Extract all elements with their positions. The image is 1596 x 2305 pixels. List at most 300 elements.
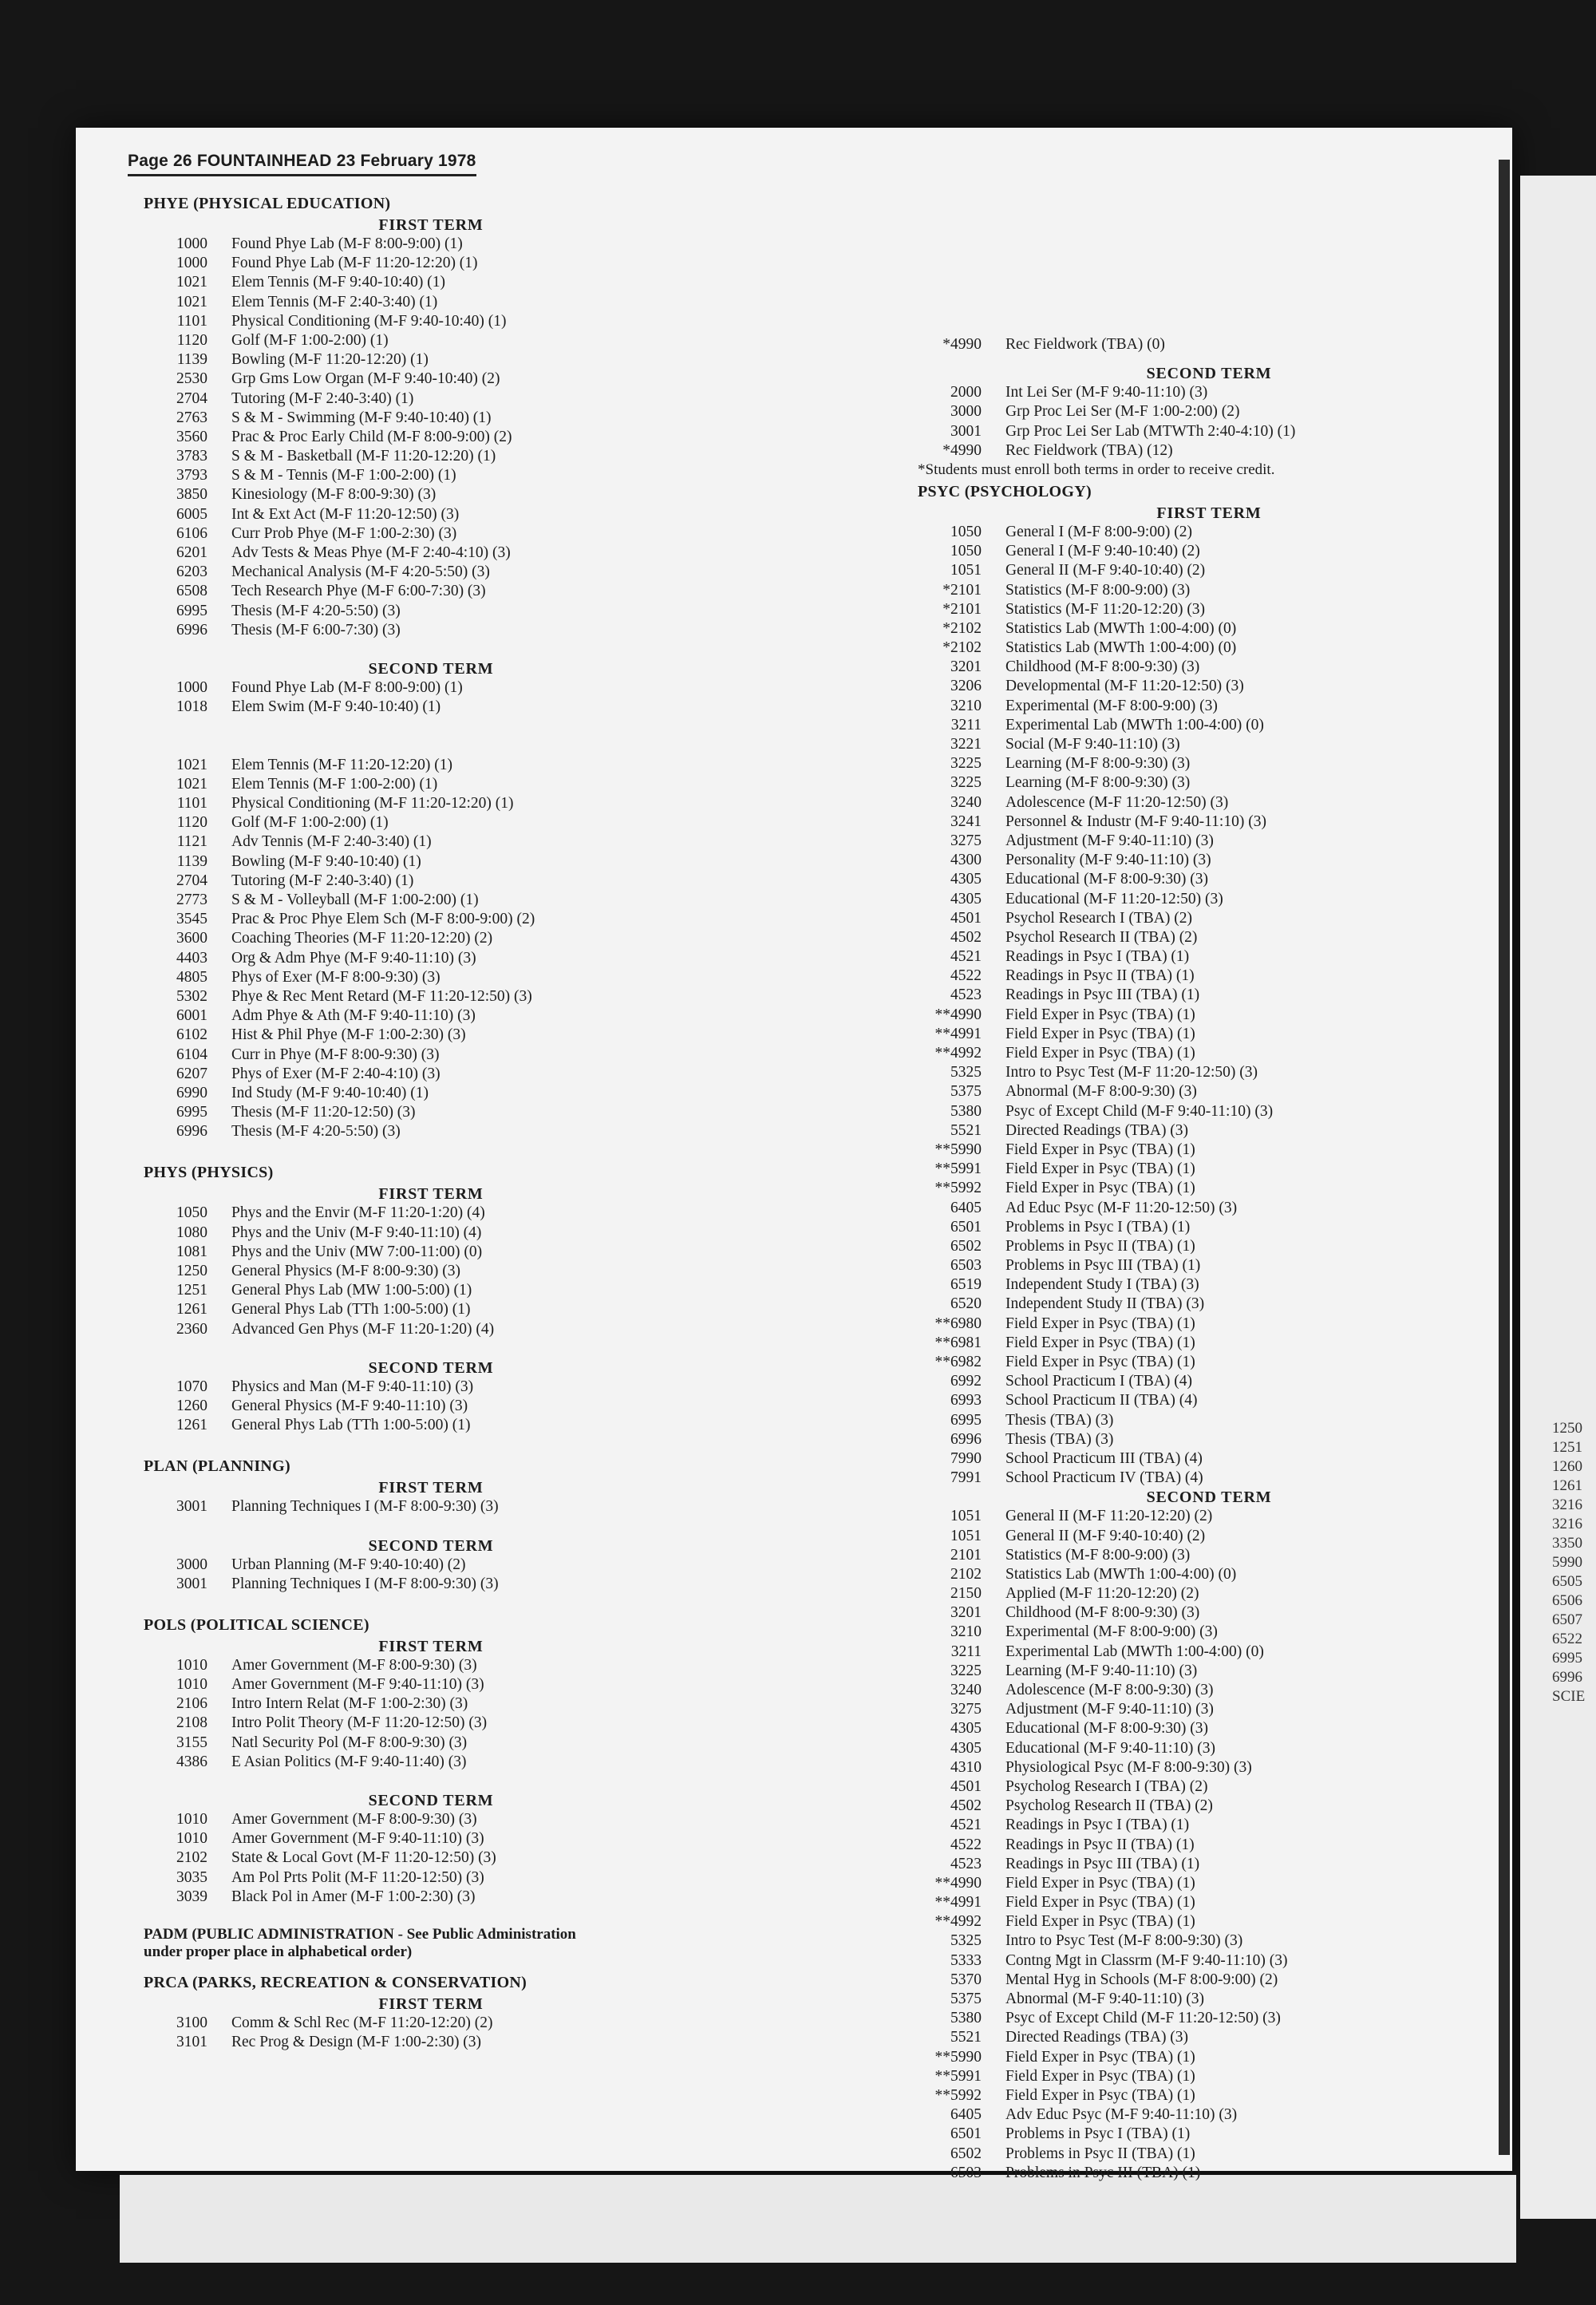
page-binding-shadow [1499, 160, 1510, 2155]
course-row [144, 389, 718, 409]
course-number: 6520 [950, 1295, 982, 1313]
course-row [144, 891, 718, 910]
course-number: 1000 [176, 255, 207, 272]
course-row [144, 1675, 718, 1694]
course-title: Statistics Lab (MWTh 1:00-4:00) (0) [1005, 619, 1237, 637]
fragment-text: 5990 [1552, 1554, 1582, 1571]
course-row [918, 1199, 1500, 1218]
course-number: 3001 [176, 1498, 207, 1516]
course-title: Phys and the Envir (M-F 11:20-1:20) (4) [231, 1204, 485, 1222]
course-title: Readings in Psyc III (TBA) (1) [1005, 1855, 1200, 1872]
course-number: 1251 [176, 1282, 207, 1299]
course-title: Abnormal (M-F 9:40-11:10) (3) [1005, 1991, 1204, 2007]
spacer [144, 1907, 718, 1926]
course-row [144, 331, 718, 350]
course-number: 1120 [176, 331, 207, 349]
course-number: 1010 [176, 1811, 207, 1828]
course-number: 3850 [176, 486, 207, 504]
course-title: Educational (M-F 8:00-9:30) (3) [1005, 1720, 1208, 1738]
course-title: General Physics (M-F 9:40-11:10) (3) [231, 1397, 468, 1414]
course-number: 3100 [176, 2014, 207, 2031]
course-number: 1101 [176, 312, 207, 330]
course-row [144, 852, 718, 872]
course-number: 3793 [176, 467, 207, 484]
course-number: **4991 [934, 1025, 982, 1042]
course-number: 3035 [176, 1868, 207, 1886]
course-title: Psychol Research I (TBA) (2) [1005, 909, 1192, 927]
course-number: 5375 [950, 1083, 982, 1101]
course-number: **5991 [934, 2067, 982, 2085]
course-number: 1260 [176, 1397, 207, 1414]
course-row [918, 542, 1500, 561]
course-title: Thesis (TBA) (3) [1005, 1411, 1114, 1429]
course-row [918, 1971, 1500, 1990]
course-number: 4305 [950, 890, 982, 907]
course-title: Org & Adm Phye (M-F 9:40-11:10) (3) [231, 949, 476, 967]
fragment-text: 3216 [1552, 1496, 1582, 1513]
course-title: Int Lei Ser (M-F 9:40-11:10) (3) [1005, 384, 1208, 401]
course-title: Elem Tennis (M-F 2:40-3:40) (1) [231, 293, 438, 310]
course-number: 1000 [176, 678, 207, 696]
course-number: 6102 [176, 1026, 207, 1044]
course-title: General I (M-F 9:40-10:40) (2) [1005, 543, 1200, 560]
course-number: 6995 [950, 1411, 982, 1429]
course-title: Adv Educ Psyc (M-F 9:40-11:10) (3) [1005, 2106, 1238, 2124]
term-heading: SECOND TERM [368, 1536, 494, 1555]
course-row [144, 717, 718, 736]
course-row [918, 1006, 1500, 1025]
underlying-sheet [120, 2175, 1516, 2263]
right-column [918, 335, 1500, 2183]
course-title: Mental Hyg in Schools (M-F 8:00-9:00) (2) [1005, 1971, 1278, 1988]
course-title: Statistics Lab (MWTh 1:00-4:00) (0) [1005, 639, 1237, 657]
course-title: Problems in Psyc I (TBA) (1) [1005, 1218, 1191, 1236]
course-title: Field Exper in Psyc (TBA) (1) [1005, 1160, 1195, 1178]
course-title: Field Exper in Psyc (TBA) (1) [1005, 1894, 1195, 1912]
department-code: PHYS [144, 1164, 188, 1182]
course-row [918, 335, 1500, 354]
course-row [918, 1391, 1500, 1410]
course-row [144, 1497, 718, 1516]
enrollment-note: *Students must enroll both terms in order to receive credit. [918, 461, 1275, 478]
course-row [144, 409, 718, 428]
course-row [144, 370, 718, 389]
course-number: 5375 [950, 1991, 982, 2007]
course-title: Ad Educ Psyc (M-F 11:20-12:50) (3) [1005, 1199, 1238, 1216]
course-row [144, 447, 718, 466]
course-row [918, 1179, 1500, 1198]
course-row [918, 1951, 1500, 1971]
spacer [144, 1141, 718, 1160]
course-title: Adv Tennis (M-F 2:40-3:40) (1) [231, 833, 432, 851]
course-row [918, 1507, 1500, 1526]
fragment-text: 1261 [1552, 1477, 1582, 1494]
padm-note: PADM (PUBLIC ADMINISTRATION - See Public Administration [144, 1925, 576, 1943]
course-row [144, 1848, 718, 1868]
course-title: Readings in Psyc II (TBA) (1) [1005, 1836, 1195, 1853]
course-number: 1010 [176, 1676, 207, 1694]
course-title: Childhood (M-F 8:00-9:30) (3) [1005, 658, 1200, 676]
course-row [918, 1912, 1500, 1931]
course-title: Adjustment (M-F 9:40-11:10) (3) [1005, 832, 1214, 849]
course-title: School Practicum IV (TBA) (4) [1005, 1469, 1203, 1487]
course-number: 4403 [176, 949, 207, 967]
course-title: S & M - Volleyball (M-F 1:00-2:00) (1) [231, 892, 479, 908]
course-row [918, 1797, 1500, 1816]
course-row [144, 602, 718, 621]
course-row [918, 2145, 1500, 2164]
course-number: 4300 [950, 852, 982, 869]
course-row [918, 1411, 1500, 1430]
course-row [918, 812, 1500, 832]
course-number: 2704 [176, 389, 207, 407]
course-title: Directed Readings (TBA) (3) [1005, 1121, 1189, 1139]
course-row [144, 1378, 718, 1397]
course-row [144, 1810, 718, 1829]
course-number: 4305 [950, 1739, 982, 1757]
spacer [144, 640, 718, 659]
course-row [918, 1681, 1500, 1700]
course-row [144, 1262, 718, 1281]
course-number: 4522 [950, 1836, 982, 1853]
course-row [918, 716, 1500, 735]
course-row [144, 929, 718, 948]
course-title: Phys of Exer (M-F 2:40-4:10) (3) [231, 1065, 440, 1082]
course-title: Ind Study (M-F 9:40-10:40) (1) [231, 1084, 429, 1101]
course-title: Learning (M-F 9:40-11:10) (3) [1005, 1662, 1198, 1679]
course-row [918, 1469, 1500, 1488]
course-title: Intro Intern Relat (M-F 1:00-2:30) (3) [231, 1695, 468, 1713]
course-number: 4386 [176, 1753, 207, 1770]
course-title: Am Pol Prts Polit (M-F 11:20-12:50) (3) [231, 1868, 484, 1886]
course-number: 2106 [176, 1695, 207, 1713]
course-title: Rec Prog & Design (M-F 1:00-2:30) (3) [231, 2034, 482, 2051]
course-row [144, 466, 718, 485]
course-number: 1261 [176, 1301, 207, 1319]
course-row [918, 773, 1500, 793]
course-number: 6990 [176, 1084, 207, 1101]
course-row [918, 2009, 1500, 2028]
term-heading: FIRST TERM [1156, 504, 1262, 522]
course-row [918, 658, 1500, 677]
term-heading: FIRST TERM [378, 1637, 484, 1655]
course-number: **5990 [934, 1141, 982, 1158]
course-title: General Physics (M-F 8:00-9:30) (3) [231, 1263, 461, 1279]
course-title: Problems in Psyc I (TBA) (1) [1005, 2125, 1191, 2143]
course-title: Field Exper in Psyc (TBA) (1) [1005, 1315, 1195, 1332]
course-row [918, 1082, 1500, 1101]
department-name: (POLITICAL SCIENCE) [190, 1615, 369, 1634]
course-number: 6201 [176, 544, 207, 561]
term-heading: SECOND TERM [368, 1358, 494, 1377]
department-code: PRCA [144, 1973, 188, 1991]
department-code: POLS [144, 1615, 187, 1634]
course-title: Advanced Gen Phys (M-F 11:20-1:20) (4) [231, 1320, 495, 1338]
course-row [918, 1372, 1500, 1391]
course-title: Planning Techniques I (M-F 8:00-9:30) (3) [231, 1575, 499, 1592]
course-title: Physical Conditioning (M-F 11:20-12:20) (1) [231, 795, 514, 812]
course-row [144, 1224, 718, 1243]
course-number: 1139 [176, 852, 207, 870]
course-number: 5380 [950, 2010, 982, 2027]
course-number: 2763 [176, 409, 207, 426]
course-row [144, 1753, 718, 1772]
course-title: Readings in Psyc III (TBA) (1) [1005, 986, 1200, 1004]
course-title: Int & Ext Act (M-F 11:20-12:50) (3) [231, 505, 460, 523]
page-number: Page 26 [128, 152, 192, 170]
course-title: Adm Phye & Ath (M-F 9:40-11:10) (3) [231, 1007, 476, 1025]
course-row [918, 1700, 1500, 1719]
adjacent-page-fragment [1520, 176, 1596, 2219]
department-name: (PARKS, RECREATION & CONSERVATION) [192, 1973, 527, 1991]
course-number: 3101 [176, 2034, 207, 2051]
department-code: PHYE [144, 195, 189, 212]
issue-date: 23 February 1978 [336, 152, 476, 170]
course-number: 6106 [176, 524, 207, 542]
course-number: 3206 [950, 678, 982, 695]
course-row [918, 1102, 1500, 1121]
course-number: 6207 [176, 1065, 207, 1082]
course-number: 1021 [176, 293, 207, 310]
course-title: Statistics (M-F 11:20-12:20) (3) [1005, 600, 1206, 618]
course-number: 6503 [950, 2164, 982, 2181]
course-number: 4805 [176, 968, 207, 986]
course-number: 1081 [176, 1243, 207, 1260]
course-title: Amer Government (M-F 9:40-11:10) (3) [231, 1830, 484, 1848]
course-title: Urban Planning (M-F 9:40-10:40) (2) [231, 1556, 466, 1573]
term-heading: FIRST TERM [378, 1479, 484, 1497]
course-title: School Practicum II (TBA) (4) [1005, 1392, 1198, 1409]
course-number: 3210 [950, 697, 982, 714]
course-row [144, 582, 718, 601]
course-row [144, 235, 718, 254]
course-number: 1070 [176, 1378, 207, 1395]
term-heading: SECOND TERM [1146, 1489, 1272, 1507]
course-title: Social (M-F 9:40-11:10) (3) [1005, 736, 1180, 753]
spacer [144, 1339, 718, 1358]
spacer [144, 1772, 718, 1791]
course-number: 6996 [176, 621, 207, 639]
course-title: Mechanical Analysis (M-F 4:20-5:50) (3) [231, 563, 490, 581]
course-row [918, 1931, 1500, 1951]
course-row [918, 1816, 1500, 1835]
course-number: 6996 [176, 1123, 207, 1141]
course-title: Natl Security Pol (M-F 8:00-9:30) (3) [231, 1734, 468, 1751]
course-title: General II (M-F 11:20-12:20) (2) [1005, 1508, 1213, 1525]
course-number: 3201 [950, 1604, 982, 1622]
course-title: Intro to Psyc Test (M-F 11:20-12:50) (3) [1005, 1064, 1258, 1081]
course-row [144, 428, 718, 447]
course-number: 1051 [950, 1508, 982, 1525]
course-number: 5325 [950, 1064, 982, 1081]
course-number: 6005 [176, 505, 207, 523]
course-title: General II (M-F 9:40-10:40) (2) [1005, 1527, 1206, 1544]
course-number: *2102 [942, 639, 982, 657]
course-number: 3225 [950, 774, 982, 792]
course-title: Psycholog Research II (TBA) (2) [1005, 1797, 1213, 1815]
course-number: 5521 [950, 1121, 982, 1139]
course-row [144, 1046, 718, 1065]
course-number: 1021 [176, 274, 207, 291]
course-row [144, 1084, 718, 1103]
department-heading [144, 1971, 718, 1995]
course-title: Problems in Psyc II (TBA) (1) [1005, 1237, 1195, 1255]
padm-note-cont: under proper place in alphabetical order) [144, 1943, 413, 1960]
term-heading: SECOND TERM [368, 659, 494, 678]
course-row [918, 754, 1500, 773]
course-row [918, 1893, 1500, 1912]
course-title: Found Phye Lab (M-F 8:00-9:00) (1) [231, 678, 463, 696]
course-title: Readings in Psyc I (TBA) (1) [1005, 1817, 1190, 1834]
course-title: Comm & Schl Rec (M-F 11:20-12:20) (2) [231, 2014, 493, 2031]
course-number: 3155 [176, 1734, 207, 1751]
term-heading: FIRST TERM [378, 1185, 484, 1204]
course-title: Psyc of Except Child (M-F 9:40-11:10) (3) [1005, 1102, 1274, 1120]
fragment-text: 3350 [1552, 1535, 1582, 1552]
course-number: 4502 [950, 928, 982, 946]
course-row [918, 1256, 1500, 1275]
course-number: **5990 [934, 2048, 982, 2066]
course-title: Physiological Psyc (M-F 8:00-9:30) (3) [1005, 1758, 1252, 1776]
course-title: Elem Tennis (M-F 9:40-10:40) (1) [231, 274, 445, 291]
course-title: Golf (M-F 1:00-2:00) (1) [231, 814, 389, 832]
course-title: Amer Government (M-F 9:40-11:10) (3) [231, 1676, 484, 1694]
fragment-text: 6506 [1552, 1592, 1582, 1609]
course-number: 6502 [950, 1237, 982, 1255]
term-heading: SECOND TERM [1146, 365, 1272, 383]
course-number: 4305 [950, 871, 982, 888]
course-number: 2150 [950, 1585, 982, 1603]
course-number: 3001 [176, 1575, 207, 1592]
course-row [918, 1063, 1500, 1082]
course-row [918, 1121, 1500, 1141]
course-title: Field Exper in Psyc (TBA) (1) [1005, 1025, 1195, 1042]
course-number: 1010 [176, 1656, 207, 1674]
course-number: 3225 [950, 755, 982, 773]
course-title: Hist & Phil Phye (M-F 1:00-2:30) (3) [231, 1026, 466, 1044]
course-number: 6104 [176, 1046, 207, 1063]
course-number: 3211 [950, 1643, 982, 1660]
term-heading: FIRST TERM [378, 216, 484, 234]
course-title: Experimental Lab (MWTh 1:00-4:00) (0) [1005, 716, 1264, 733]
course-row [918, 909, 1500, 928]
course-row [144, 621, 718, 640]
spacer [144, 1435, 718, 1454]
course-title: Grp Proc Lei Ser (M-F 1:00-2:00) (2) [1005, 403, 1240, 421]
course-number: 3225 [950, 1662, 982, 1679]
course-number: 3211 [950, 716, 982, 733]
course-title: Directed Readings (TBA) (3) [1005, 2029, 1189, 2046]
course-title: Physics and Man (M-F 9:40-11:10) (3) [231, 1378, 474, 1395]
course-number: 1051 [950, 1527, 982, 1544]
course-row [918, 1758, 1500, 1777]
course-number: 1018 [176, 698, 207, 716]
course-number: **4990 [934, 1874, 982, 1892]
masthead [128, 152, 476, 176]
course-row [918, 1315, 1500, 1334]
course-number: 1080 [176, 1224, 207, 1241]
course-row [144, 1204, 718, 1223]
course-number: 4310 [950, 1758, 982, 1776]
fragment-text: 6996 [1552, 1669, 1582, 1686]
course-number: 3600 [176, 930, 207, 947]
course-row [144, 1714, 718, 1733]
course-title: Thesis (M-F 6:00-7:30) (3) [231, 621, 401, 639]
course-row [144, 1556, 718, 1575]
course-row [144, 910, 718, 929]
course-title: Coaching Theories (M-F 11:20-12:20) (2) [231, 930, 493, 947]
course-number: 6001 [176, 1007, 207, 1025]
course-row [918, 1584, 1500, 1603]
course-row [144, 1026, 718, 1045]
course-title: Educational (M-F 9:40-11:10) (3) [1005, 1739, 1216, 1757]
course-number: 4521 [950, 948, 982, 966]
course-title: School Practicum I (TBA) (4) [1005, 1373, 1192, 1390]
course-number: 6503 [950, 1257, 982, 1275]
course-title: S & M - Basketball (M-F 11:20-12:20) (1) [231, 448, 496, 465]
course-number: **4990 [934, 1006, 982, 1023]
course-number: 1000 [176, 235, 207, 252]
course-title: Field Exper in Psyc (TBA) (1) [1005, 1006, 1195, 1023]
course-number: *2101 [942, 581, 982, 599]
course-row [144, 1243, 718, 1262]
course-number: 3275 [950, 832, 982, 849]
course-title: Childhood (M-F 8:00-9:30) (3) [1005, 1604, 1200, 1622]
course-row [144, 794, 718, 813]
course-number: **5991 [934, 1160, 982, 1178]
course-number: 3221 [950, 736, 982, 753]
course-row [144, 1416, 718, 1435]
course-title: State & Local Govt (M-F 11:20-12:50) (3) [231, 1849, 496, 1867]
course-row [144, 1065, 718, 1084]
course-title: Experimental Lab (MWTh 1:00-4:00) (0) [1005, 1643, 1264, 1660]
course-title: Psychol Research II (TBA) (2) [1005, 928, 1198, 946]
course-title: Elem Tennis (M-F 1:00-2:00) (1) [231, 775, 438, 793]
course-row [918, 1546, 1500, 1565]
course-number: 6508 [176, 583, 207, 600]
course-row [144, 2033, 718, 2052]
course-title: General Phys Lab (TTh 1:00-5:00) (1) [231, 1417, 471, 1434]
course-title: Psycholog Research I (TBA) (2) [1005, 1777, 1208, 1795]
course-number: 3240 [950, 1682, 982, 1698]
course-row [918, 1662, 1500, 1681]
course-title: Educational (M-F 8:00-9:30) (3) [1005, 871, 1208, 888]
course-title: General Phys Lab (TTh 1:00-5:00) (1) [231, 1301, 471, 1319]
course-row [144, 872, 718, 891]
course-title: Bowling (M-F 11:20-12:20) (1) [231, 351, 429, 369]
department-code: PSYC [918, 482, 961, 500]
course-title: Bowling (M-F 9:40-10:40) (1) [231, 852, 421, 870]
course-title: Rec Fieldwork (TBA) (0) [1005, 336, 1165, 353]
course-number: 3000 [176, 1556, 207, 1573]
course-row [144, 1281, 718, 1300]
course-number: 5333 [950, 1951, 982, 1969]
course-title: General II (M-F 9:40-10:40) (2) [1005, 562, 1206, 579]
course-title: Experimental (M-F 8:00-9:00) (3) [1005, 697, 1218, 714]
course-number: 3545 [176, 911, 207, 928]
course-row [918, 1141, 1500, 1160]
course-number: 2102 [950, 1565, 982, 1583]
course-row [918, 735, 1500, 754]
course-title: Thesis (M-F 4:20-5:50) (3) [231, 1123, 401, 1141]
course-title: Personality (M-F 9:40-11:10) (3) [1005, 852, 1211, 869]
course-title: Elem Tennis (M-F 11:20-12:20) (1) [231, 756, 453, 773]
course-number: 2102 [176, 1849, 207, 1867]
course-row [918, 697, 1500, 716]
course-title: Rec Fieldwork (TBA) (12) [1005, 441, 1173, 459]
course-number: 3039 [176, 1888, 207, 1905]
course-number: 5370 [950, 1971, 982, 1988]
